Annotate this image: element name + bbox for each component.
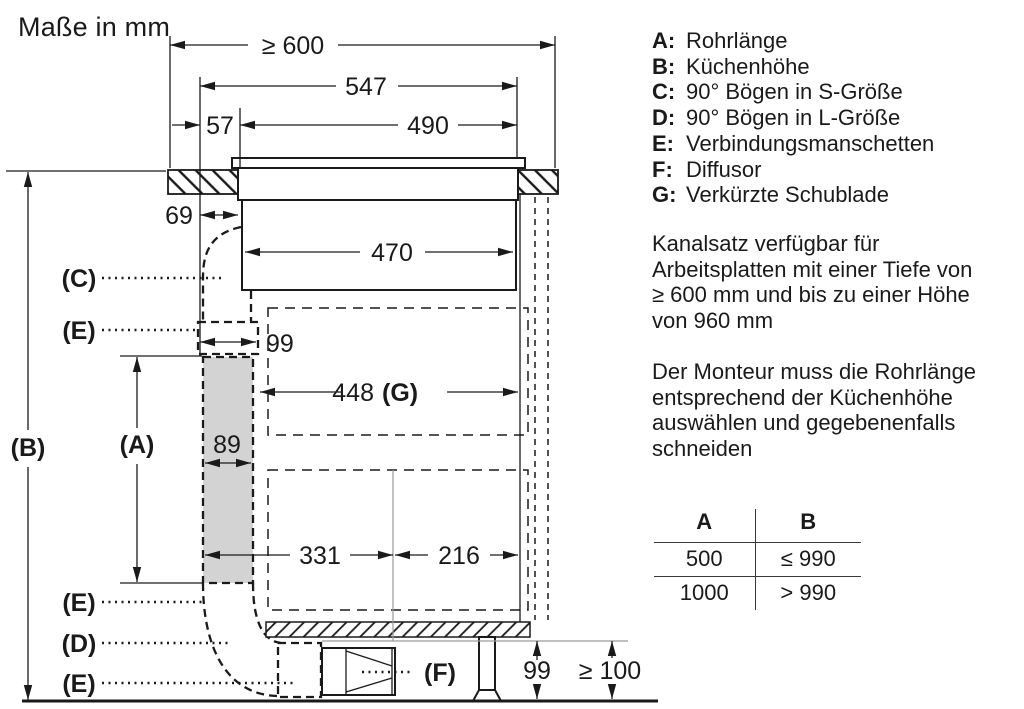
label-f: (F) [424, 659, 456, 687]
note-installer [652, 359, 976, 462]
drawer-box-lower [268, 470, 528, 610]
note-availability [652, 231, 972, 334]
dim-57 [172, 112, 234, 140]
page-title: Maße in mm [18, 12, 171, 42]
dim-99-plinth [523, 641, 551, 699]
legend-item [652, 105, 934, 131]
dim-99-duct-label: 99 [266, 330, 294, 358]
dim-448-drawer [260, 379, 518, 407]
dim-216 [395, 542, 518, 570]
note-line: schneiden [652, 436, 753, 462]
dim-b-kitchen-height [11, 172, 46, 700]
label-e-bottom: (E) [62, 670, 96, 698]
dim-547 [200, 73, 517, 101]
note-line: entsprechend der Küchenhöhe [652, 384, 953, 410]
legend-key: C: [652, 79, 676, 105]
legend-item [652, 54, 934, 80]
legend-label: Diffusor [686, 156, 762, 182]
legend-label: Verbindungsmanschetten [686, 130, 935, 156]
label-d-group [62, 630, 232, 658]
legend-key: F: [652, 156, 673, 182]
note-line: Kanalsatz verfügbar für [652, 231, 880, 256]
legend-list [652, 28, 934, 208]
worktop-left [168, 170, 238, 194]
extension-lines [6, 36, 555, 583]
dim-99-plinth-label: 99 [523, 657, 551, 685]
dim-470-label: 470 [371, 239, 413, 267]
label-d: (D) [61, 630, 97, 658]
dim-331-label: 331 [299, 542, 341, 570]
label-e-top: (E) [62, 317, 96, 345]
dim-490-label: 490 [407, 112, 449, 140]
cabinet-bottom-panel [266, 622, 530, 637]
dimension-table [654, 509, 861, 610]
note-line: von 960 mm [652, 308, 774, 334]
legend-key: D: [652, 105, 676, 131]
dim-depth-min-label: ≥ 600 [261, 32, 325, 60]
dim-89-label: 89 [213, 431, 241, 459]
legend-item [652, 182, 934, 208]
dim-57-label: 57 [206, 112, 234, 140]
dim-69-label: 69 [165, 202, 193, 230]
legend-item [652, 28, 934, 54]
dim-depth-min [170, 32, 555, 60]
duct-pipe-a [203, 357, 253, 583]
legend-label: Küchenhöhe [686, 53, 810, 79]
dim-216-label: 216 [438, 542, 480, 570]
dim-490 [240, 112, 517, 140]
drawer-box-upper [268, 308, 528, 435]
label-b: (B) [10, 434, 46, 462]
note-line: ≥ 600 mm und bis zu einer Höhe [652, 282, 970, 308]
legend-label: 90° Bögen in S-Größe [686, 79, 903, 105]
legend-key: G: [652, 182, 677, 208]
dim-448-label: 448 [332, 379, 374, 407]
hob-body [238, 168, 518, 290]
note-line: Arbeitsplatten mit einer Tiefe von [652, 256, 973, 282]
label-c: (C) [61, 265, 97, 293]
legend-label: Verkürzte Schublade [686, 182, 890, 208]
worktop-right [518, 170, 558, 194]
table-cell-a: 1000 [654, 577, 755, 611]
legend-key: B: [652, 53, 676, 79]
dim-448-g-ref: (G) [382, 379, 419, 407]
legend-item [652, 131, 934, 157]
dim-69 [165, 202, 238, 230]
legend-item [652, 157, 934, 183]
table-header-row [654, 509, 861, 543]
cabinet-leg [473, 637, 501, 701]
table-cell-b: > 990 [780, 580, 837, 605]
duct-connector-e-top [198, 322, 258, 354]
legend-key: E: [652, 130, 674, 156]
table-row [654, 577, 861, 611]
table-cell-a: 500 [654, 543, 755, 577]
label-e-top-group [62, 317, 196, 345]
dim-100-plinth-min [579, 641, 641, 699]
label-e-middle: (E) [62, 589, 96, 617]
hob-glass [232, 158, 525, 168]
legend-label: 90° Bögen in L-Größe [686, 105, 901, 131]
label-a: (A) [119, 431, 155, 459]
table-cell-b: ≤ 990 [780, 546, 836, 571]
table-row [654, 543, 861, 577]
legend-item [652, 79, 934, 105]
note-line: auswählen und gegebenenfalls [652, 410, 956, 436]
label-e-middle-group [62, 589, 206, 617]
back-duct-channel [535, 197, 548, 620]
legend-key: A: [652, 28, 676, 53]
diffusor-f [322, 648, 395, 695]
legend-label: Rohrlänge [686, 28, 788, 53]
note-line: Der Monteur muss die Rohrlänge [652, 359, 977, 384]
dim-100-plinth-label: ≥ 100 [578, 657, 642, 685]
dim-547-label: 547 [345, 73, 387, 101]
duct-connector-e-bottom [278, 643, 321, 697]
info-panel [652, 0, 1024, 709]
table-header-b: B [800, 509, 817, 534]
dim-a-pipe-length [120, 357, 155, 582]
duct-bend-d [203, 583, 281, 696]
table-header-a: A [654, 509, 755, 543]
